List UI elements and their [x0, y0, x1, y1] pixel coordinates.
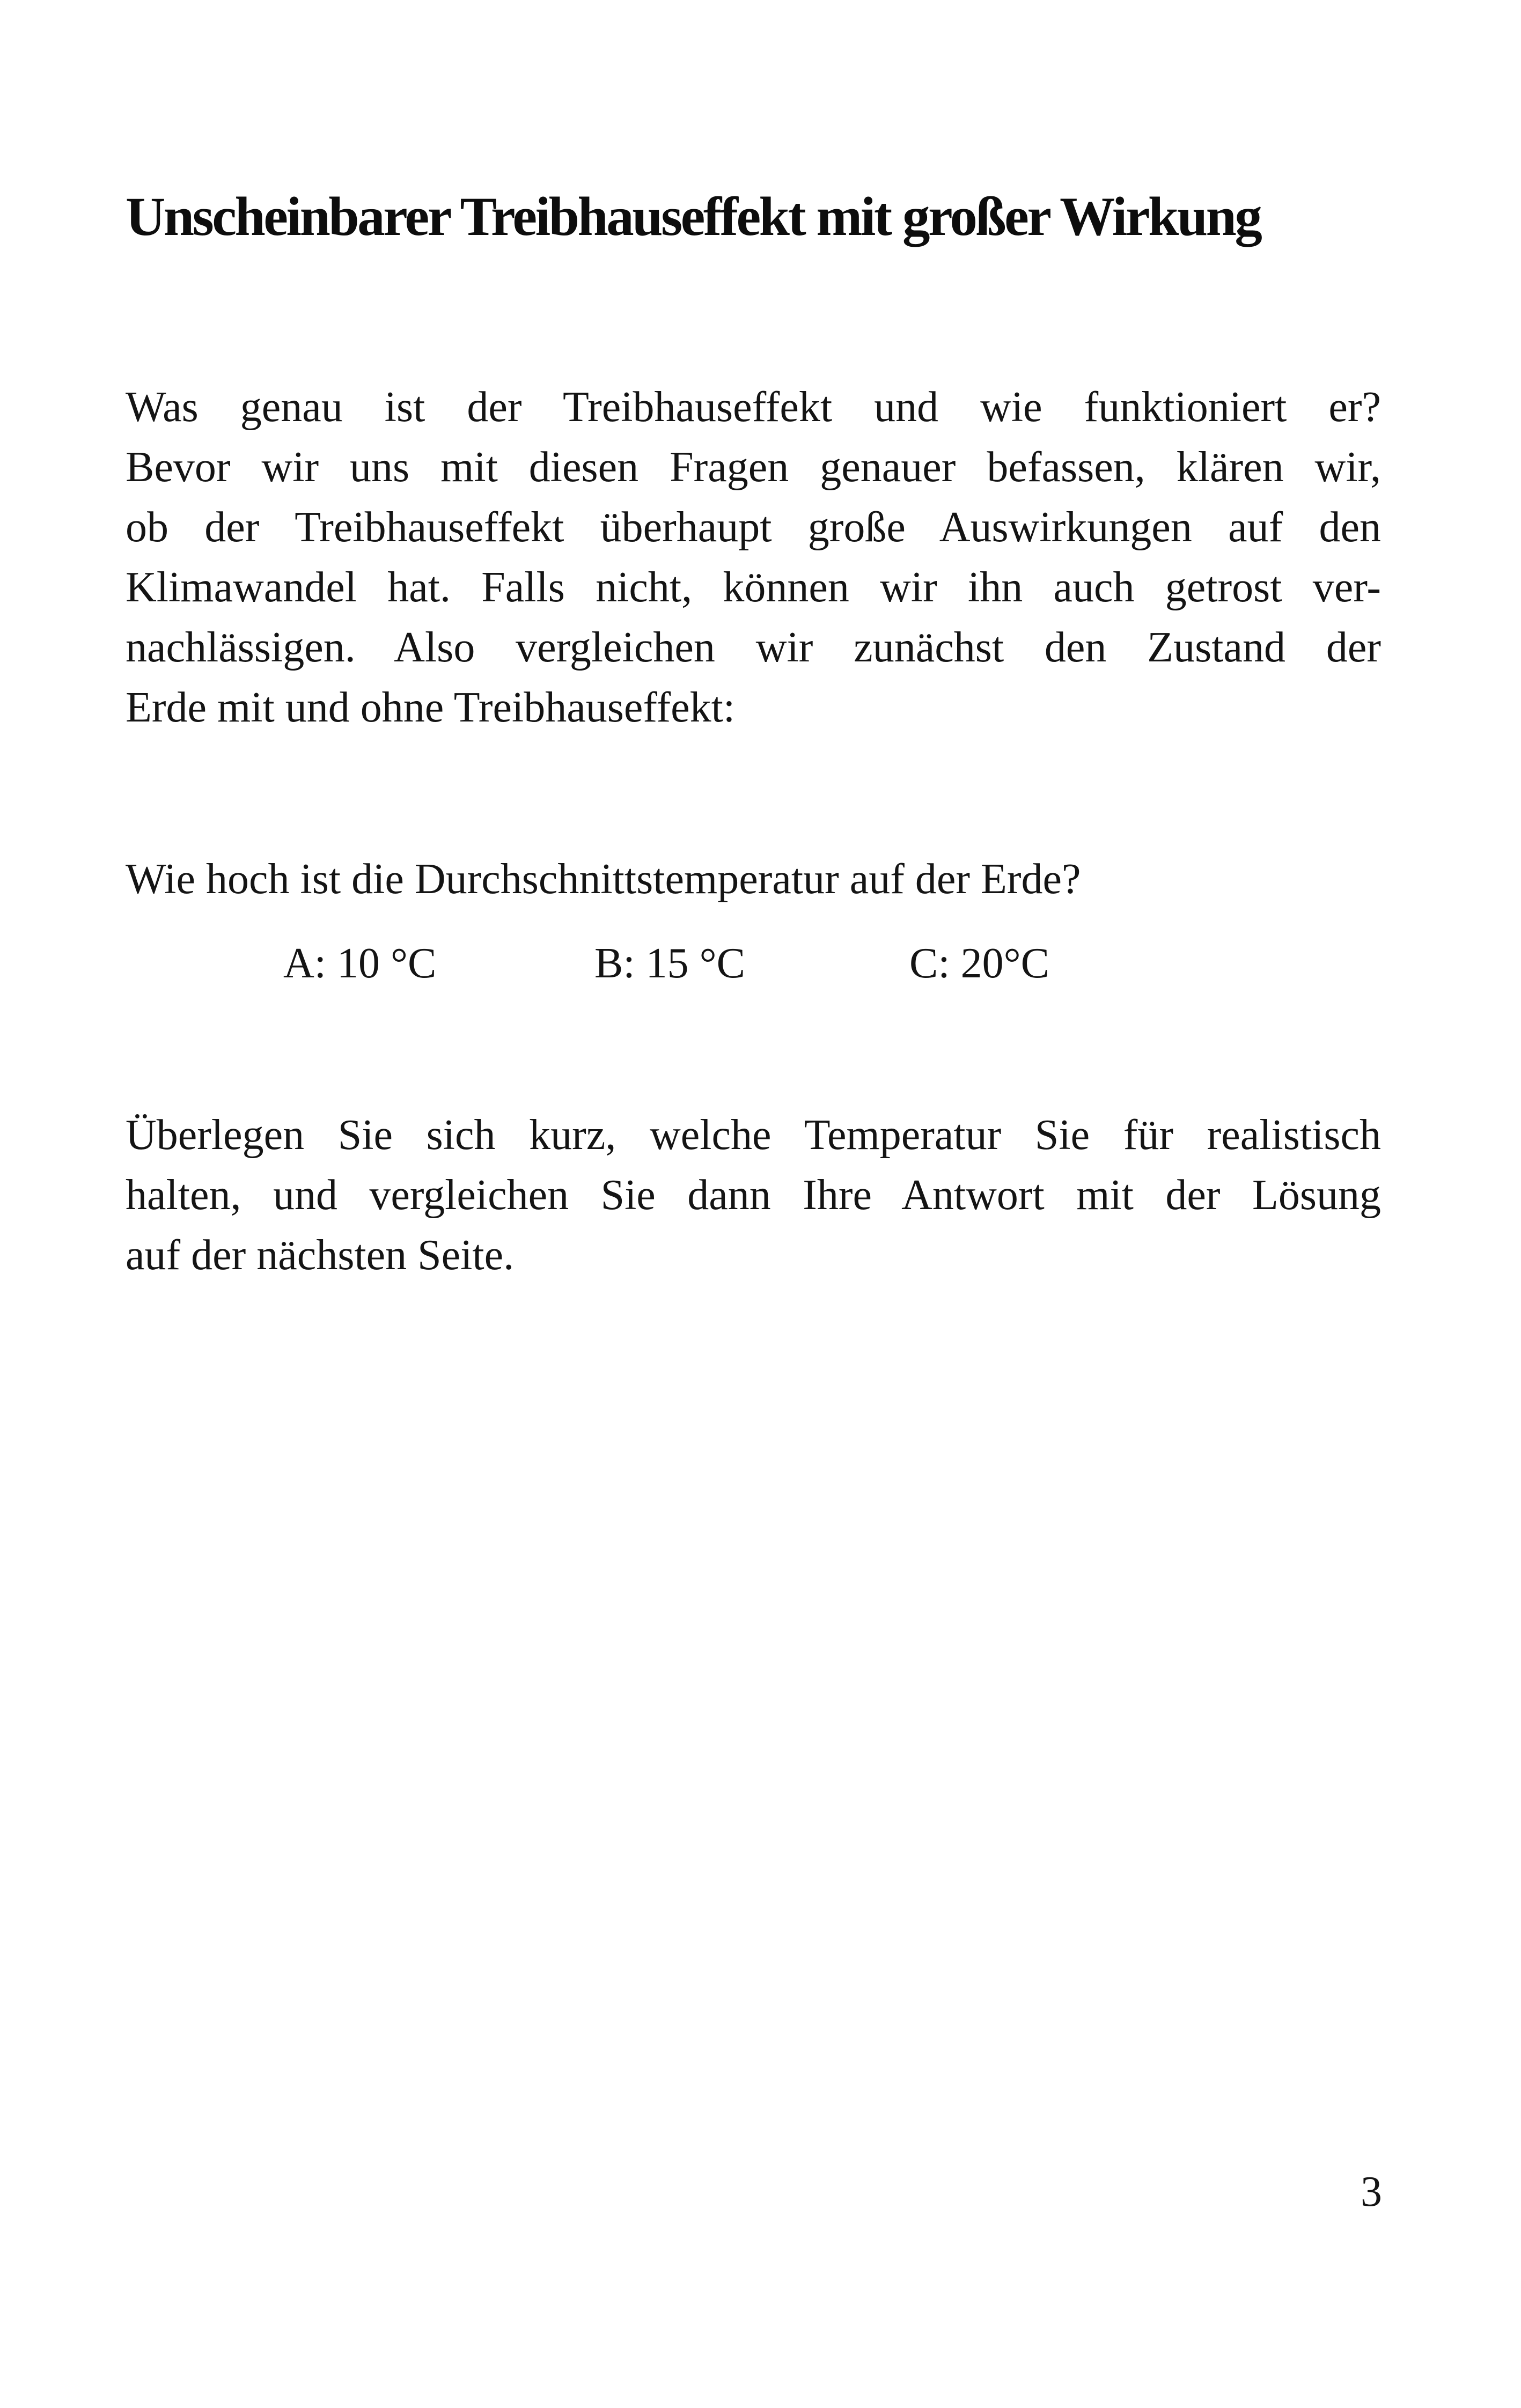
intro-line: Klimawandel hat. Falls nicht, können wir ihn auch getrost ver- — [126, 564, 1381, 611]
intro-line: Bevor wir uns mit diesen Fragen genauer befassen, klären wir, — [126, 444, 1381, 491]
page-number: 3 — [1361, 2168, 1382, 2215]
intro-line: Erde mit und ohne Treibhauseffekt: — [126, 684, 736, 731]
intro-paragraph — [126, 377, 1381, 738]
outro-paragraph — [126, 1105, 1381, 1285]
option-a: A: 10 °C — [283, 940, 437, 987]
intro-line: nachlässigen. Also vergleichen wir zunächst den Zustand der — [126, 624, 1381, 671]
option-c: C: 20°C — [909, 940, 1049, 987]
quiz-question: Wie hoch ist die Durchschnittstemperatur auf der Erde? — [126, 856, 1081, 903]
answer-options — [0, 933, 1521, 993]
outro-line: Überlegen Sie sich kurz, welche Temperatur Sie für realistisch — [126, 1111, 1381, 1159]
page-heading: Unscheinbarer Treibhauseffekt mit großer Wirkung — [126, 186, 1261, 247]
outro-line: auf der nächsten Seite. — [126, 1232, 515, 1279]
option-b: B: 15 °C — [594, 940, 745, 987]
outro-line: halten, und vergleichen Sie dann Ihre Antwort mit der Lösung — [126, 1172, 1381, 1219]
intro-line: ob der Treibhauseffekt überhaupt große Auswirkungen auf den — [126, 504, 1381, 551]
intro-line: Was genau ist der Treibhauseffekt und wie funktioniert er? — [126, 384, 1381, 431]
